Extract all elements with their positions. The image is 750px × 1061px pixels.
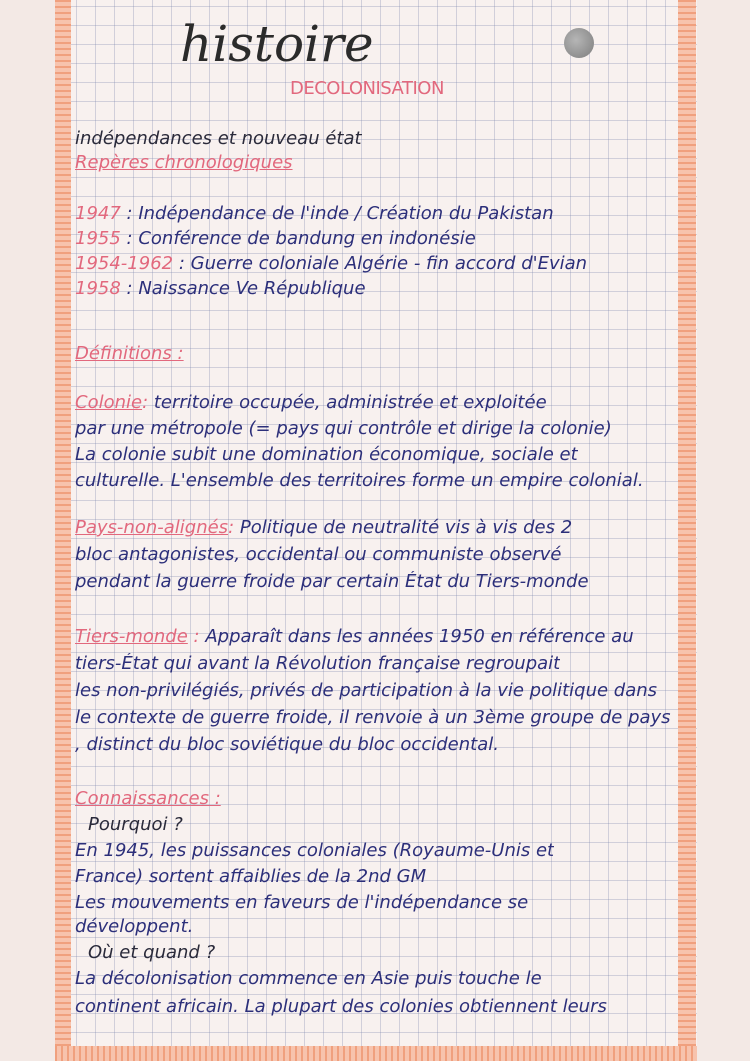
repere-text: Guerre coloniale Algérie - fin accord d'Evian bbox=[190, 253, 588, 274]
page-subtitle: DECOLONISATION bbox=[290, 78, 444, 99]
definition-line: le contexte de guerre froide, il renvoie à un 3ème groupe de pays bbox=[75, 707, 671, 728]
definition-term: Pays-non-alignés bbox=[75, 517, 229, 538]
right-page-edge bbox=[678, 0, 696, 1061]
repere-date: 1955 bbox=[75, 228, 121, 249]
definition-line bbox=[75, 517, 572, 539]
repere-date: 1947 bbox=[75, 203, 121, 224]
definition-text: Politique de neutralité vis à vis des 2 bbox=[239, 517, 573, 538]
page-title: histoire bbox=[180, 15, 374, 73]
definition-line: La colonie subit une domination économique, sociale et bbox=[75, 444, 578, 465]
definitions-heading: Définitions : bbox=[75, 343, 184, 364]
definition-line: les non-privilégiés, privés de participation à la vie politique dans bbox=[75, 680, 658, 701]
definition-text: territoire occupée, administrée et exploitée bbox=[153, 392, 547, 413]
repere-row bbox=[75, 278, 366, 300]
repere-date: 1958 bbox=[75, 278, 121, 299]
repere-text: Conférence de bandung en indonésie bbox=[138, 228, 476, 249]
repere-date: 1954-1962 bbox=[75, 253, 174, 274]
definition-line: pendant la guerre froide par certain État du Tiers-monde bbox=[75, 571, 589, 592]
repere-separator: : bbox=[173, 253, 191, 274]
definition-line bbox=[75, 392, 547, 414]
definition-line: par une métropole (= pays qui contrôle et dirige la colonie) bbox=[75, 418, 612, 439]
content-line: France) sortent affaiblies de la 2nd GM bbox=[75, 866, 427, 887]
left-page-edge bbox=[55, 0, 71, 1061]
question-heading: Pourquoi ? bbox=[88, 814, 183, 835]
definition-term: Colonie bbox=[75, 392, 143, 413]
definition-line: , distinct du bloc soviétique du bloc occidental. bbox=[75, 734, 499, 755]
term-colon: : bbox=[228, 517, 240, 538]
definition-line: bloc antagonistes, occidental ou communiste observé bbox=[75, 544, 562, 565]
content-line: Les mouvements en faveurs de l'indépendance se bbox=[75, 892, 529, 913]
connaissances-heading: Connaissances : bbox=[75, 788, 221, 809]
definition-line: tiers-État qui avant la Révolution française regroupait bbox=[75, 653, 561, 674]
section-heading: indépendances et nouveau état bbox=[75, 128, 362, 149]
definition-text: Apparaît dans les années 1950 en référence au bbox=[205, 626, 634, 647]
term-colon: : bbox=[142, 392, 154, 413]
question-heading: Où et quand ? bbox=[88, 942, 216, 963]
term-colon: : bbox=[187, 626, 206, 647]
content-line: développent. bbox=[75, 916, 194, 937]
bottom-page-edge bbox=[55, 1046, 697, 1061]
repere-row bbox=[75, 253, 587, 275]
content-line: continent africain. La plupart des colonies obtiennent leurs bbox=[75, 996, 607, 1017]
content-line: En 1945, les puissances coloniales (Royaume-Unis et bbox=[75, 840, 555, 861]
repere-separator: : bbox=[120, 228, 139, 249]
content-line: La décolonisation commence en Asie puis touche le bbox=[75, 968, 542, 989]
definition-line bbox=[75, 626, 634, 648]
repere-separator: : bbox=[120, 203, 139, 224]
repere-text: Indépendance de l'inde / Création du Pakistan bbox=[138, 203, 554, 224]
repere-text: Naissance Ve République bbox=[138, 278, 366, 299]
reperes-heading: Repères chronologiques bbox=[75, 152, 293, 173]
repere-row bbox=[75, 228, 476, 250]
definition-term: Tiers-monde bbox=[75, 626, 188, 647]
punch-hole bbox=[564, 28, 594, 58]
repere-row bbox=[75, 203, 554, 225]
definition-line: culturelle. L'ensemble des territoires forme un empire colonial. bbox=[75, 470, 644, 491]
repere-separator: : bbox=[120, 278, 139, 299]
